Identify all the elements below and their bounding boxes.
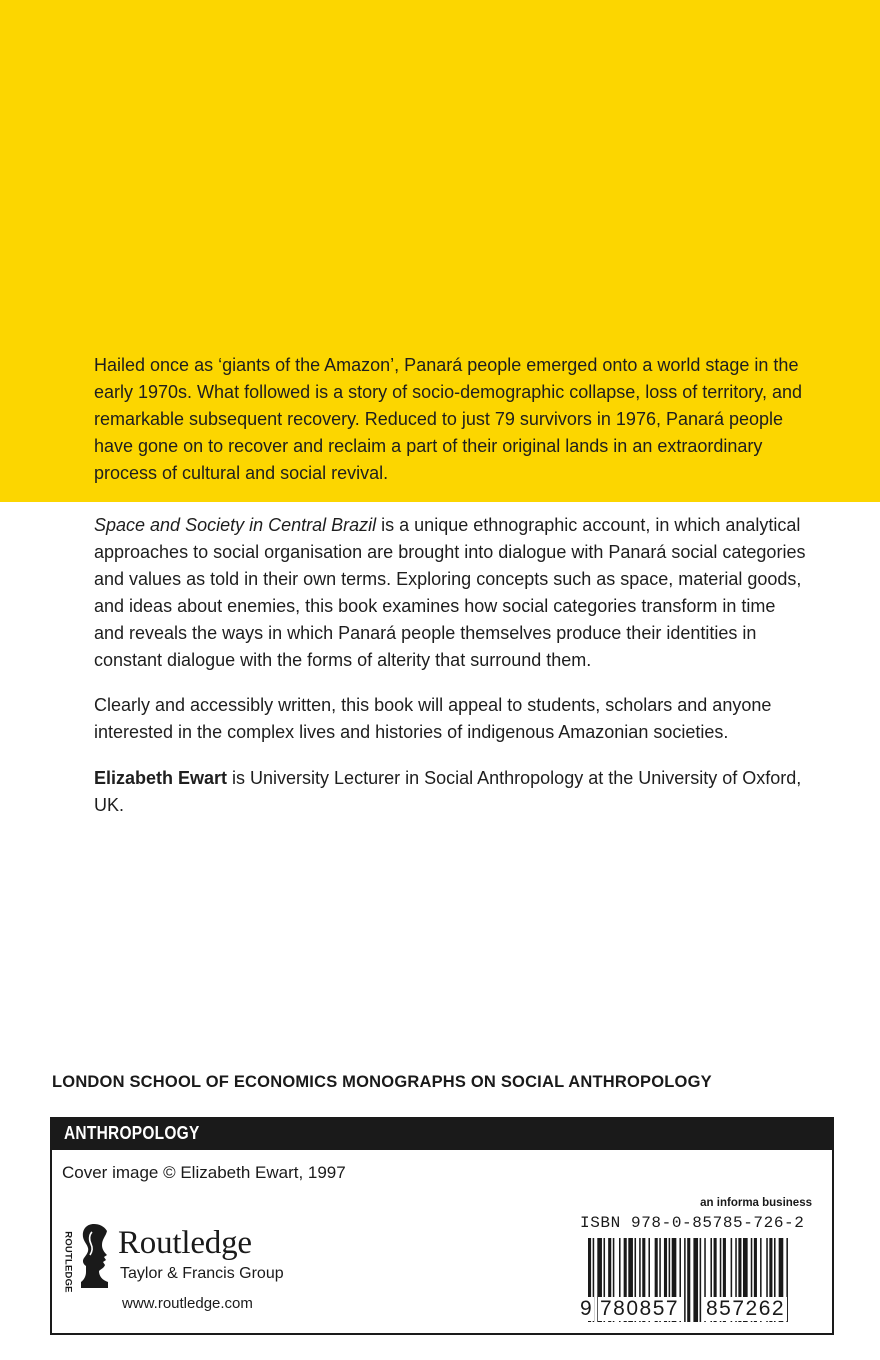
blurb-paragraph-1: Hailed once as ‘giants of the Amazon’, Panará people emerged onto a world stage in the early 1970s. What followed is a story of socio-demographic collapse, loss of territory, and remarkable subsequent recovery. Reduced to just 79 survivors in 1976, Panará people have gone on to recover and reclaim a part of their original lands in an extraordinary process of cultural and social revival. (94, 355, 802, 483)
barcode-digit-first: 9 (580, 1297, 592, 1320)
barcode-bar (693, 1238, 698, 1322)
barcode-digits-group-1: 780857 (600, 1297, 680, 1320)
series-title: LONDON SCHOOL OF ECONOMICS MONOGRAPHS ON SOCIAL ANTHROPOLOGY (52, 1073, 712, 1091)
routledge-vertical-text: ROUTLEDGE (62, 1231, 74, 1293)
category-label: ANTHROPOLOGY (64, 1123, 200, 1143)
barcode-digits-group-2: 857262 (706, 1297, 786, 1320)
blurb-paragraph-3: Clearly and accessibly written, this book will appeal to students, scholars and anyone interested in the complex lives and histories of indigenous Amazonian societies. (94, 695, 772, 742)
publisher-info-box (50, 1117, 834, 1335)
author-name: Elizabeth Ewart (94, 768, 228, 788)
book-title: Space and Society in Central Brazil (94, 515, 377, 535)
publisher-name: Routledge (118, 1225, 252, 1261)
informa-tagline: an informa business (700, 1197, 812, 1209)
category-bar (52, 1119, 832, 1150)
blurb-paragraph-2-text: is a unique ethnographic account, in which analytical approaches to social organisation are brought into dialogue with Panará social categories and values as told in their own terms. Exploring concepts such as space, material goods, and ideas about enemies, this book examines how social categories transform in time and reveals the ways in which Panará people themselves produce their identities in constant dialogue with the forms of alterity that surround them. (94, 515, 806, 670)
barcode-bar (684, 1238, 686, 1322)
routledge-vertical-wordmark (54, 1231, 82, 1293)
blurb-paragraph-2 (94, 512, 806, 674)
routledge-head-logo-icon (80, 1222, 110, 1290)
cover-credit: Cover image © Elizabeth Ewart, 1997 (62, 1163, 346, 1182)
isbn-text: ISBN 978-0-85785-726-2 (580, 1214, 805, 1232)
publisher-website: www.routledge.com (122, 1295, 253, 1312)
publisher-group: Taylor & Francis Group (120, 1265, 284, 1282)
author-bio-text: is University Lecturer in Social Anthropology at the University of Oxford, UK. (94, 768, 802, 815)
barcode-bar (687, 1238, 690, 1322)
author-bio (94, 765, 806, 819)
barcode-bar (700, 1238, 702, 1322)
